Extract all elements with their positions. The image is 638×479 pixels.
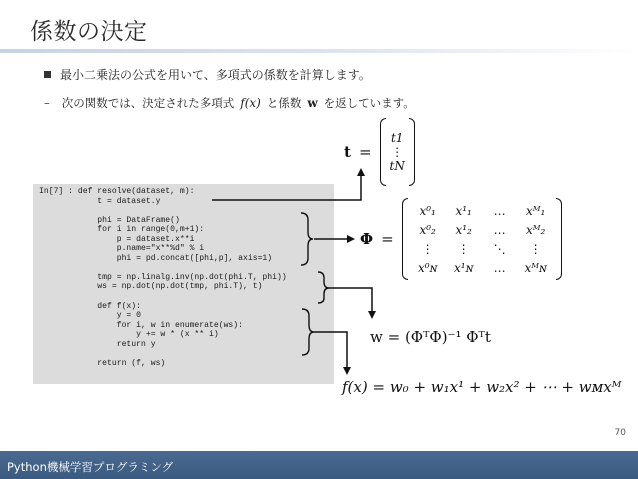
t-entry: tN [389,159,405,173]
phi-matrix-cell: xᴹ₂ [525,222,546,237]
page-number: 70 [614,428,626,438]
slide-title: 係数の決定 [30,19,148,45]
inline-w: w [307,96,318,110]
phi-matrix-cell: xᴹɴ [524,260,547,275]
phi-matrix-cell: ⋱ [493,241,506,256]
t-entry: t1 [390,131,404,145]
sub-bullet-mid: と係数 [266,96,302,110]
phi-matrix-cell: ⋮ [457,241,470,256]
brace-phi [301,213,313,265]
w-equation: w = (ΦᵀΦ)⁻¹ Φᵀt [370,328,491,346]
dash-bullet-icon: – [44,96,50,110]
f-equation: f(x) = w₀ + w₁x¹ + w₂x² + ⋯ + wᴍxᴹ [342,378,622,396]
phi-matrix-cell: … [493,222,506,237]
t-equals: = [358,143,372,161]
t-symbol: t [344,143,351,161]
phi-matrix-cell: … [493,203,506,218]
bullet-text: 最小二乗法の公式を用いて、多項式の係数を計算します。 [60,68,371,82]
arrow-to-w [329,288,372,317]
phi-matrix-cell: x⁰₁ [419,203,436,218]
footer-title: Python機械学習プログラミング [7,460,174,474]
brace-fx [302,309,314,355]
phi-matrix-cell: x¹₁ [455,203,472,218]
phi-matrix-cell: x⁰ɴ [417,260,438,275]
t-entry: ⋮ [391,145,404,159]
arrow-to-t [212,170,361,200]
phi-matrix-cell: … [493,260,506,275]
sub-bullet-prefix: 次の関数では、決定された多項式 [61,96,235,110]
phi-symbol: Φ [360,230,374,248]
phi-equals: = [381,230,394,248]
phi-matrix-cell: x¹ɴ [453,260,474,275]
code-listing: In[7] : def resolve(dataset, m): t = dataset.y phi = DataFrame() for i in range(0,m+1): p = dataset.x**i p.name="x**%d" % i phi = pd.concat([phi,p], axis=1) tmp = np.linalg.inv(np.dot(phi.T, phi)) ws = np.dot(np.dot(tmp, phi.T), t) def f(x): y = 0 for i, w in enumerate(ws): y += w * (x ** i) return y return (f, ws) [39,187,287,368]
phi-matrix-cell: ⋮ [421,241,434,256]
phi-matrix-cell: xᴹ₁ [525,203,546,218]
inline-fx: f(x) [240,96,261,110]
phi-matrix-cell: x¹₂ [455,222,472,237]
sub-bullet-suffix: を返しています。 [323,96,415,110]
arrow-to-fx [314,332,347,373]
phi-matrix-cell: ⋮ [529,241,542,256]
footer-bar [0,451,638,479]
phi-matrix-cell: x⁰₂ [419,222,436,237]
brace-ws [318,272,329,303]
